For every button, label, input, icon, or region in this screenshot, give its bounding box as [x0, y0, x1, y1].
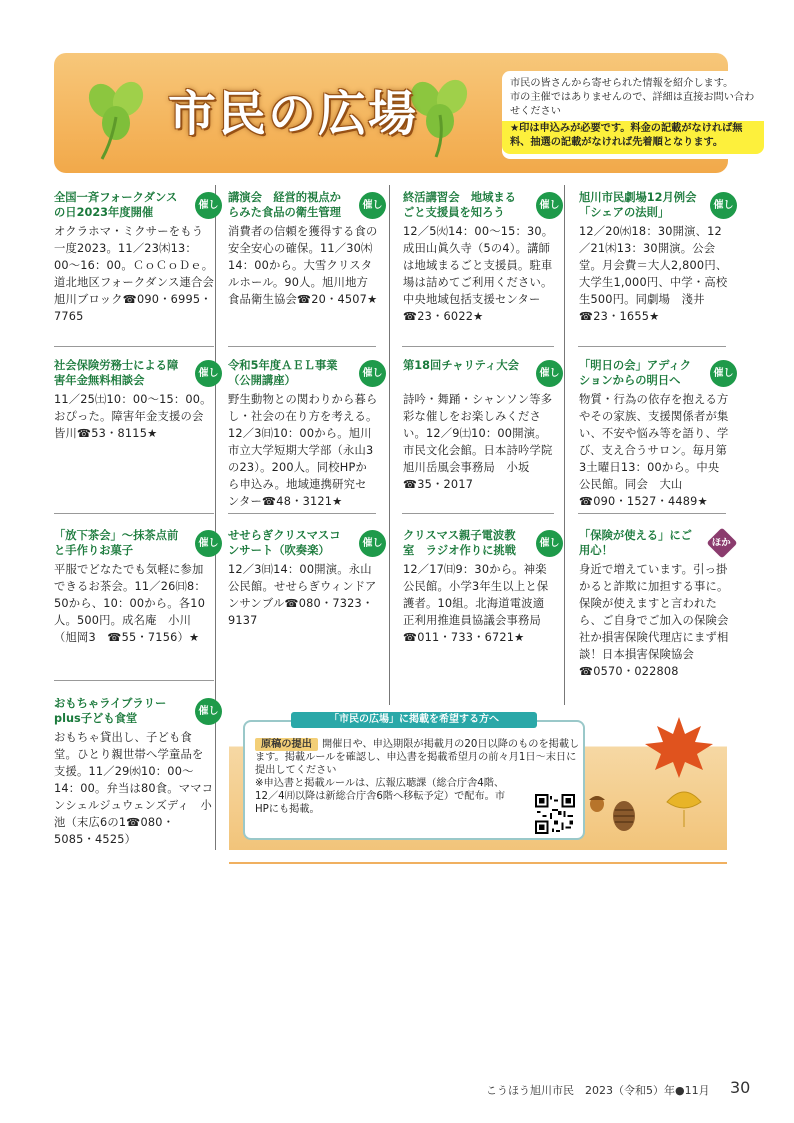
- row-divider: [54, 346, 214, 347]
- submission-info-heading: 「市民の広場」に掲載を希望する方へ: [291, 712, 537, 728]
- ginkgo-leaf-icon: [659, 782, 709, 832]
- notice-item: [54, 696, 219, 848]
- submission-note: ※申込書と掲載ルールは、広報広聴課（総合庁舎4階、12／4㈪以降は新総合庁舎6階へ移転予定）で配布。市HPにも掲載。: [255, 778, 506, 815]
- page-footer: [0, 1080, 794, 1100]
- qr-code-icon: [535, 794, 575, 834]
- submission-info-panel: [229, 712, 727, 850]
- notice-title: 「明日の会」アディクションからの明日へ: [579, 359, 692, 387]
- row-divider: [228, 346, 376, 347]
- intro-text: 市の主催ではありませんので、詳細は直接お問い合わせください: [510, 92, 755, 117]
- notice-title: 第18回チャリティ大会: [403, 359, 519, 372]
- notice-title: 「放下茶会」〜抹茶点前と手作りお菓子: [54, 529, 179, 557]
- row-divider: [54, 513, 214, 514]
- notice-title: 講演会 経営的視点からみた食品の衛生管理: [228, 191, 341, 219]
- notice-title: 旭川市民劇場12月例会「シェアの法則」: [579, 191, 697, 219]
- notice-title: 全国一斉フォークダンスの日2023年度開催: [54, 191, 178, 219]
- event-badge: 催し: [195, 192, 222, 219]
- acorn-icon: [585, 790, 609, 814]
- other-badge-label: ほか: [712, 537, 732, 549]
- page-title: 市民の広場: [168, 86, 419, 142]
- intro-note: ★印は申込みが必要です。料金の記載がなければ無料、抽選の記載がなければ先着順となります。: [502, 121, 764, 154]
- page-header: [54, 53, 755, 173]
- notice-title: 令和5年度ＡＥＬ事業（公開講座）: [228, 359, 338, 387]
- notice-item: [228, 358, 383, 510]
- notice-item: [54, 358, 219, 442]
- notice-body: 身近で増えています。引っ掛かると詐欺に加担する事に。保険が使えますと言われたら、ご自身でご加入の保険会社か損害保険代理店にまず相談！日本損害保険協会☎0570・022808: [579, 563, 729, 678]
- notice-body: おもちゃ貸出し、子ども食堂。ひとり親世帯へ学童品を支援。11／29㈬10：00〜14：00。弁当は80食。ママコンシェルジュウェンズディ 小池（末広6の1☎080・5085・4525）: [54, 731, 214, 846]
- event-badge: 催し: [359, 192, 386, 219]
- notice-body: 11／25㈯10：00〜15：00。おぴった。障害年金支援の会 皆川☎53・8115★: [54, 393, 215, 440]
- notice-body: 野生動物との関わりから暮らし・社会の在り方を考える。12／3㈰10：00から。旭川市立大学短期大学部（永山3の23）。200人。同校HPから申込み。地域連携研究センター☎48・3121★: [228, 393, 378, 508]
- notice-title: 終活講習会 地域まるごと支援員を知ろう: [403, 191, 516, 219]
- event-badge: 催し: [536, 530, 563, 557]
- row-divider: [578, 513, 726, 514]
- submission-info-body: [255, 738, 583, 816]
- notice-title: せせらぎクリスマスコンサート（吹奏楽）: [228, 529, 341, 557]
- row-divider: [578, 346, 726, 347]
- notice-item: [403, 358, 560, 493]
- notice-item: [579, 528, 732, 680]
- publication-name: こうほう旭川市民 2023（令和5）年●11月: [486, 1084, 710, 1097]
- notice-body: 平服でどなたでも気軽に参加できるお茶会。11／26㈰8：50から、10：00から。各10人。500円。成名庵 小川（旭岡3 ☎55・7156）★: [54, 563, 206, 644]
- event-badge: 催し: [710, 192, 737, 219]
- pinecone-icon: [609, 798, 639, 834]
- row-divider: [54, 680, 214, 681]
- notice-title: 社会保険労務士による障害年金無料相談会: [54, 359, 179, 387]
- event-badge: 催し: [536, 360, 563, 387]
- clover-icon: [72, 71, 162, 161]
- notice-body: 12／5㈫14：00〜15：30。成田山眞久寺（5の4）。講師は地域まるごと支援員。駐車場は詰めてご利用ください。中央地域包括支援センター☎23・6022★: [403, 225, 554, 323]
- column-divider: [389, 185, 390, 705]
- row-divider: [228, 513, 376, 514]
- notice-body: 12／20㈬18：30開演、12／21㈭13：30開演。公会堂。月会費＝大人2,800円、大学生1,000円、中学・高校生500円。同劇場 淺井☎23・1655★: [579, 225, 728, 323]
- notice-item: [54, 190, 219, 325]
- notice-item: [579, 190, 734, 325]
- intro-text: 市民の皆さんから寄せられた情報を紹介します。: [510, 78, 734, 89]
- submission-tag: 原稿の提出: [255, 738, 318, 751]
- event-badge: 催し: [195, 698, 222, 725]
- column-divider: [564, 185, 565, 705]
- page-number: 30: [730, 1078, 751, 1097]
- event-badge: 催し: [359, 530, 386, 557]
- notice-title: 「保険が使える」にご用心！: [579, 529, 692, 557]
- event-badge: 催し: [536, 192, 563, 219]
- notice-body: 消費者の信頼を獲得する食の安全安心の確保。11／30㈭14：00から。大雪クリスタルホール。90人。旭川地方食品衛生協会☎20・4507★: [228, 225, 378, 306]
- column-divider: [215, 185, 216, 850]
- notice-item: [579, 358, 734, 510]
- event-badge: 催し: [710, 360, 737, 387]
- notice-body: 物質・行為の依存を抱える方やその家族、支援関係者が集い、不安や悩み等を語り、学び、支え合うサロン。毎月第3土曜日13：00から。中央公民館。同会 大山☎090・1527・4489★: [579, 393, 729, 508]
- notice-body: 詩吟・舞踊・シャンソン等多彩な催しをお楽しみください。12／9㈯10：00開演。市民文化会館。日本詩吟学院旭川岳風会事務局 小坂☎35・2017: [403, 393, 553, 491]
- event-badge: 催し: [195, 360, 222, 387]
- notice-item: [54, 528, 219, 646]
- notice-title: クリスマス親子電波教室 ラジオ作りに挑戦: [403, 529, 516, 557]
- bottom-rule: [229, 862, 727, 864]
- submission-text: 開催日や、申込期限が掲載月の20日以降のものを掲載します。掲載ルールを確認し、申込書を掲載希望月の前々月1日〜末日に提出してください: [255, 739, 580, 776]
- maple-leaf-icon: [639, 712, 719, 782]
- submission-info-box: [243, 714, 585, 840]
- notice-item: [228, 528, 383, 629]
- notice-body: 12／3㈰14：00開演。永山公民館。せせらぎウィンドアンサンブル☎080・7323・9137: [228, 563, 377, 627]
- notice-body: 12／17㈰9：30から。神楽公民館。小学3年生以上と保護者。10組。北海道電波適正利用推進員協議会事務局☎011・733・6721★: [403, 563, 549, 644]
- notice-body: オクラホマ・ミクサーをもう一度2023。11／23㈭13：00〜16：00。ＣｏＣｏＤｅ。道北地区フォークダンス連合会旭川ブロック☎090・6995・7765: [54, 225, 214, 323]
- event-badge: 催し: [359, 360, 386, 387]
- intro-box: [502, 71, 764, 159]
- notice-item: [403, 190, 560, 325]
- event-badge: 催し: [195, 530, 222, 557]
- notice-item: [403, 528, 560, 646]
- notice-title: おもちゃライブラリーplus子ども食堂: [54, 697, 167, 725]
- notice-item: [228, 190, 383, 308]
- row-divider: [402, 513, 554, 514]
- row-divider: [402, 346, 554, 347]
